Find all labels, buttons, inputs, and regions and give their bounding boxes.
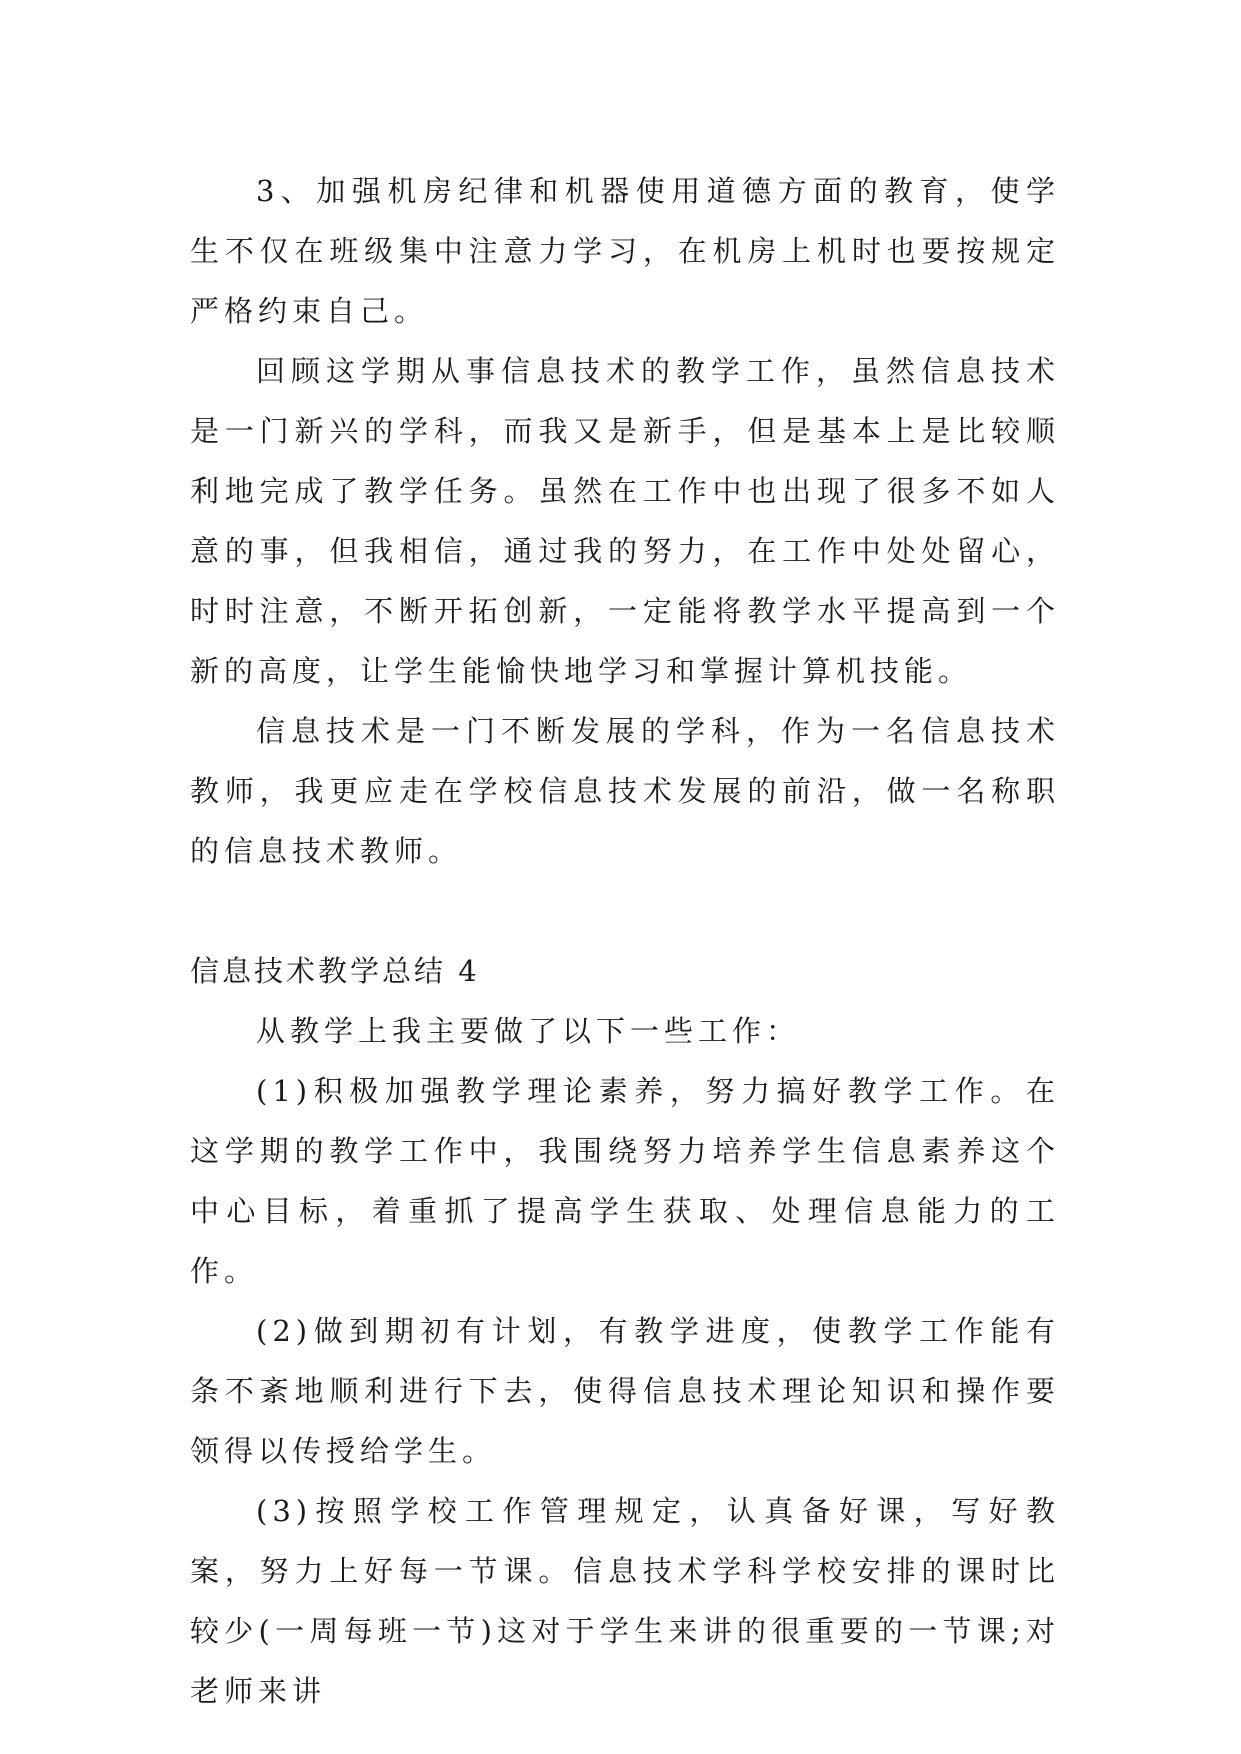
- paragraph-teacher-goal: 信息技术是一门不断发展的学科，作为一名信息技术教师，我更应走在学校信息技术发展的前沿，做一名称职的信息技术教师。: [190, 714, 1060, 868]
- paragraph-work-intro: 从教学上我主要做了以下一些工作：: [256, 1014, 801, 1048]
- paragraph-item-2: (2)做到期初有计划，有教学进度，使教学工作能有条不紊地顺利进行下去，使得信息技术理论知识和操作要领得以传授给学生。: [190, 1314, 1060, 1468]
- section-heading: 信息技术教学总结 4: [190, 954, 480, 988]
- paragraph-computer-lab-discipline: 3、加强机房纪律和机器使用道德方面的教育，使学生不仅在班级集中注意力学习，在机房上机时也要按规定严格约束自己。: [190, 174, 1060, 328]
- document-body: [190, 161, 1060, 1721]
- paragraph-semester-review: 回顾这学期从事信息技术的教学工作，虽然信息技术是一门新兴的学科，而我又是新手，但是基本上是比较顺利地完成了教学任务。虽然在工作中也出现了很多不如人意的事，但我相信，通过我的努力，在工作中处处留心，时时注意，不断开拓创新，一定能将教学水平提高到一个新的高度，让学生能愉快地学习和掌握计算机技能。: [190, 354, 1060, 688]
- paragraph-item-1: (1)积极加强教学理论素养，努力搞好教学工作。在这学期的教学工作中，我围绕努力培养学生信息素养这个中心目标，着重抓了提高学生获取、处理信息能力的工作。: [190, 1074, 1060, 1288]
- paragraph-item-3: (3)按照学校工作管理规定，认真备好课，写好教案，努力上好每一节课。信息技术学科学校安排的课时比较少(一周每班一节)这对于学生来讲的很重要的一节课;对老师来讲: [190, 1494, 1060, 1708]
